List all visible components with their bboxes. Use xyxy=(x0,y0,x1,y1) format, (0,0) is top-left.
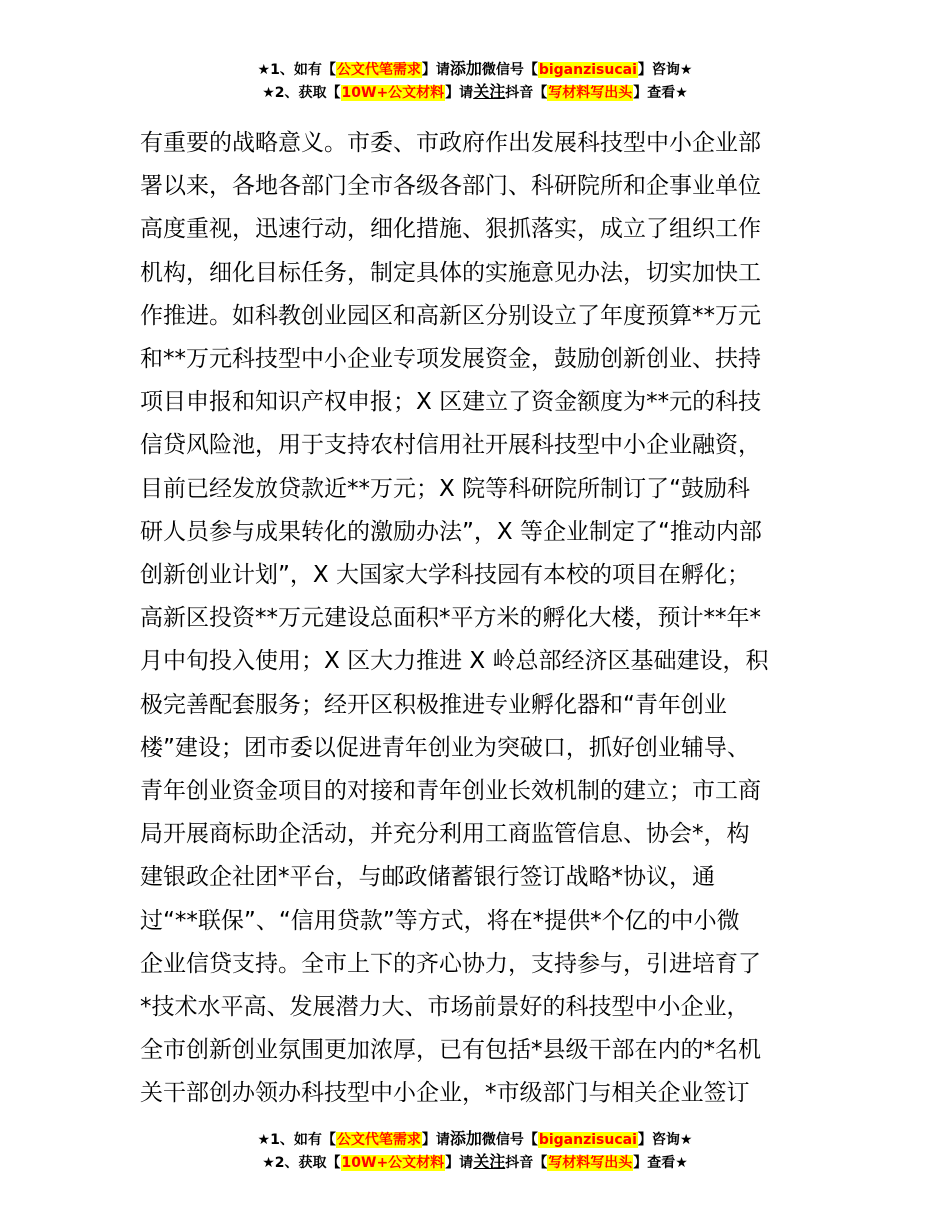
body-line: 研人员参与成果转化的激励办法”，X 等企业制定了“推动内部 xyxy=(140,518,762,545)
banner-emphasis: 添加 xyxy=(449,59,482,78)
banner-emphasis: 添加 xyxy=(449,1129,482,1148)
banner-line-1 xyxy=(0,58,950,81)
banner-text: 】咨询★ xyxy=(637,1132,693,1148)
body-line: 署以来，各地各部门全市各级各部门、科研院所和企事业单位 xyxy=(140,173,761,200)
banner-highlight: 写材料写出头 xyxy=(548,1155,633,1171)
banner-highlight: 公文代笔需求 xyxy=(336,62,421,78)
body-line: 高新区投资**万元建设总面积*平方米的孵化大楼，预计**年* xyxy=(140,605,761,632)
banner-text: 】查看★ xyxy=(633,1155,688,1171)
body-line: 全市创新创业氛围更加浓厚，已有包括*县级干部在内的*名机 xyxy=(140,1037,761,1064)
body-line: 项目申报和知识产权申报；X 区建立了资金额度为**元的科技 xyxy=(140,389,762,416)
body-line: 企业信贷支持。全市上下的齐心协力，支持参与，引进培育了 xyxy=(140,950,761,977)
banner-line-1 xyxy=(0,1128,950,1151)
banner-highlight: 写材料写出头 xyxy=(548,85,633,101)
footer-banner xyxy=(0,1128,950,1174)
body-line: 过“**联保”、“信用贷款”等方式，将在*提供*个亿的中小微 xyxy=(140,907,740,934)
banner-highlight: 公文代笔需求 xyxy=(336,1132,421,1148)
body-line: 极完善配套服务；经开区积极推进专业孵化器和“青年创业 xyxy=(140,691,727,718)
body-line: 高度重视，迅速行动，细化措施、狠抓落实，成立了组织工作 xyxy=(140,216,761,243)
body-line: 作推进。如科教创业园区和高新区分别设立了年度预算**万元 xyxy=(140,302,761,329)
body-line: 机构，细化目标任务，制定具体的实施意见办法，切实加快工 xyxy=(140,259,761,286)
body-line: 创新创业计划”，X 大国家大学科技园有本校的项目在孵化； xyxy=(140,562,750,589)
body-line: 目前已经发放贷款近**万元；X 院等科研院所制订了“鼓励科 xyxy=(140,475,750,502)
banner-text: 】请 xyxy=(445,85,474,101)
body-line: 局开展商标助企活动，并充分利用工商监管信息、协会*，构 xyxy=(140,821,750,848)
banner-text: 微信号【 xyxy=(481,1132,538,1148)
banner-line-2 xyxy=(0,81,950,104)
banner-emphasis: 关注 xyxy=(473,1152,506,1171)
banner-text: 抖音【 xyxy=(505,85,548,101)
banner-text: 】请 xyxy=(421,1132,450,1148)
banner-highlight: biganzisucai xyxy=(538,1132,637,1148)
body-line: 和**万元科技型中小企业专项发展资金，鼓励创新创业、扶持 xyxy=(140,346,761,373)
banner-line-2 xyxy=(0,1151,950,1174)
header-banner xyxy=(0,58,950,104)
body-line: *技术水平高、发展潜力大、市场前景好的科技型中小企业， xyxy=(140,994,750,1021)
body-line: 青年创业资金项目的对接和青年创业长效机制的建立；市工商 xyxy=(140,778,761,805)
banner-text: 】请 xyxy=(421,62,450,78)
banner-emphasis: 关注 xyxy=(473,82,506,101)
body-line: 有重要的战略意义。市委、市政府作出发展科技型中小企业部 xyxy=(140,130,761,156)
banner-highlight: 10W+公文材料 xyxy=(341,85,445,101)
banner-text: ★1、如有【 xyxy=(257,62,336,78)
body-line: 信贷风险池，用于支持农村信用社开展科技型中小企业融资， xyxy=(140,432,761,459)
banner-text: ★2、获取【 xyxy=(262,1155,341,1171)
banner-text: ★1、如有【 xyxy=(257,1132,336,1148)
banner-text: ★2、获取【 xyxy=(262,85,341,101)
body-line: 月中旬投入使用；X 区大力推进 X 岭总部经济区基础建设，积 xyxy=(140,648,769,675)
banner-text: 微信号【 xyxy=(481,62,538,78)
banner-highlight: 10W+公文材料 xyxy=(341,1155,445,1171)
document-body xyxy=(140,122,812,1116)
body-line: 楼”建设；团市委以促进青年创业为突破口，抓好创业辅导、 xyxy=(140,734,750,761)
banner-text: 】查看★ xyxy=(633,85,688,101)
body-line: 关干部创办领办科技型中小企业，*市级部门与相关企业签订 xyxy=(140,1080,750,1107)
banner-highlight: biganzisucai xyxy=(538,62,637,78)
banner-text: 】请 xyxy=(445,1155,474,1171)
body-line: 建银政企社团*平台，与邮政储蓄银行签订战略*协议，通 xyxy=(140,864,715,891)
banner-text: 】咨询★ xyxy=(637,62,693,78)
banner-text: 抖音【 xyxy=(505,1155,548,1171)
